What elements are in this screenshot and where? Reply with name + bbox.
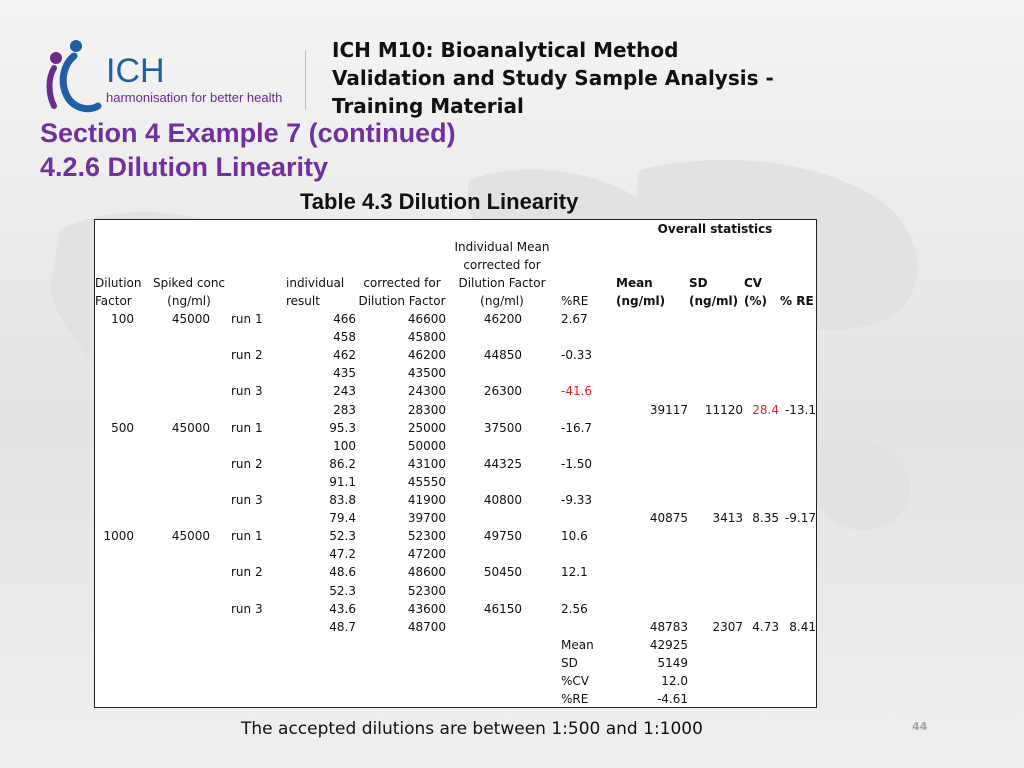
cell-individual-result: 458 (333, 330, 356, 345)
cell-corrected: 46600 (407, 312, 446, 326)
cell-individual-result: 79.4 (329, 511, 356, 526)
cell-run: run 1 (231, 420, 263, 435)
header-corrected: corrected for (363, 276, 441, 290)
cell-corrected: 45550 (407, 474, 446, 489)
cell-individual-mean: 37500 (483, 420, 522, 435)
cell-individual-mean: 49750 (483, 529, 522, 544)
cell-run: run 2 (231, 456, 263, 471)
cell-corrected: 46200 (407, 348, 446, 363)
cell-re: -16.7 (561, 420, 593, 435)
cell-overall-cv: 28.4 (752, 402, 779, 417)
cell-individual-result: 243 (333, 384, 356, 399)
cell-corrected: 48700 (407, 619, 446, 634)
cell-overall-re: -9.17 (784, 511, 816, 526)
cell-overall-sd: 3413 (712, 511, 743, 526)
cell-corrected: 47200 (407, 547, 446, 562)
cell-individual-result: 52.3 (329, 529, 356, 544)
cell-individual-result: 283 (333, 402, 356, 417)
header-individual-mean-line: (ng/ml) (480, 294, 524, 308)
cell-dilution-factor: 1000 (103, 529, 134, 544)
cell-individual-mean: 50450 (483, 565, 522, 580)
cell-individual-result: 462 (333, 348, 356, 363)
summary-value: 42925 (649, 637, 688, 652)
cell-run: run 3 (231, 493, 263, 507)
header-cv: (%) (744, 294, 767, 308)
summary-label: Mean (561, 637, 594, 652)
cell-corrected: 52300 (407, 529, 446, 544)
cell-individual-result: 435 (333, 366, 356, 381)
cell-overall-mean: 39117 (649, 402, 688, 417)
cell-overall-re: 8.41 (789, 619, 816, 634)
cell-spiked-conc: 45000 (171, 312, 210, 326)
cell-individual-result: 466 (333, 312, 356, 326)
summary-value: 5149 (657, 655, 688, 670)
cell-corrected: 41900 (407, 493, 446, 507)
cell-individual-result: 100 (333, 438, 356, 453)
summary-label: %RE (561, 692, 589, 707)
section-title (40, 116, 456, 184)
cell-overall-mean: 40875 (649, 511, 688, 526)
cell-re: 10.6 (561, 529, 588, 544)
cell-re: -0.33 (561, 348, 593, 363)
cell-individual-mean: 46150 (483, 601, 522, 616)
cell-individual-mean: 26300 (483, 384, 522, 399)
header-individual-mean-line: Dilution Factor (458, 276, 546, 290)
cell-overall-cv: 8.35 (752, 511, 779, 526)
header-overall-re: % RE (780, 294, 814, 308)
header-spiked-conc: Spiked conc (152, 276, 226, 290)
table-title: Table 4.3 Dilution Linearity (300, 189, 579, 214)
header-mean: (ng/ml) (616, 294, 666, 308)
cell-corrected: 48600 (407, 565, 446, 580)
header-title-line: Validation and Study Sample Analysis - (332, 66, 774, 90)
cell-individual-result: 91.1 (329, 474, 356, 489)
cell-dilution-factor: 100 (111, 312, 134, 326)
header-mean: Mean (616, 276, 653, 290)
cell-individual-result: 95.3 (329, 420, 356, 435)
header-individual-mean-line: corrected for (463, 258, 541, 272)
cell-individual-mean: 40800 (483, 493, 522, 507)
cell-spiked-conc: 45000 (171, 529, 210, 544)
header-sd: (ng/ml) (689, 294, 739, 308)
summary-label: %CV (561, 674, 589, 688)
cell-corrected: 24300 (407, 384, 446, 399)
header-cv: CV (744, 276, 763, 290)
page-number: 44 (912, 720, 928, 733)
cell-corrected: 43500 (407, 366, 446, 381)
cell-run: run 3 (231, 601, 263, 616)
header-individual-mean-line: Individual Mean (454, 240, 550, 254)
cell-re: 2.67 (561, 312, 588, 326)
cell-overall-sd: 11120 (704, 402, 743, 417)
cell-run: run 1 (231, 312, 263, 326)
logo-divider (305, 50, 306, 110)
ich-logo-text: ICH (106, 52, 165, 90)
cell-individual-mean: 46200 (483, 312, 522, 326)
cell-spiked-conc: 45000 (171, 420, 210, 435)
header-title-line: ICH M10: Bioanalytical Method (332, 38, 679, 62)
cell-individual-result: 48.6 (329, 565, 356, 580)
cell-individual-result: 47.2 (329, 547, 356, 562)
cell-overall-re: -13.1 (784, 402, 816, 417)
cell-run: run 3 (231, 384, 263, 399)
ich-logo-tagline: harmonisation for better health (106, 90, 283, 105)
header-sd: SD (689, 276, 708, 290)
summary-value: -4.61 (656, 692, 688, 707)
cell-individual-result: 43.6 (329, 601, 356, 616)
cell-corrected: 43100 (407, 456, 446, 471)
header-spiked-conc: (ng/ml) (167, 294, 211, 308)
cell-dilution-factor: 500 (111, 420, 134, 435)
header-corrected: Dilution Factor (358, 294, 446, 308)
cell-corrected: 25000 (407, 420, 446, 435)
cell-re: -41.6 (561, 384, 593, 399)
cell-individual-result: 52.3 (329, 583, 356, 598)
cell-individual-result: 86.2 (329, 456, 356, 471)
header-dilution-factor: Dilution (95, 276, 142, 290)
cell-run: run 1 (231, 529, 263, 544)
cell-re: -9.33 (561, 493, 593, 507)
cell-corrected: 43600 (407, 601, 446, 616)
cell-corrected: 52300 (407, 583, 446, 598)
cell-overall-mean: 48783 (649, 619, 688, 634)
cell-run: run 2 (231, 348, 263, 363)
header-dilution-factor: Factor (95, 294, 132, 308)
cell-corrected: 50000 (407, 438, 446, 453)
cell-individual-mean: 44850 (483, 348, 522, 363)
cell-individual-result: 83.8 (329, 493, 356, 507)
cell-individual-result: 48.7 (329, 619, 356, 634)
header-re: %RE (561, 294, 589, 308)
header-individual-result: individual (286, 276, 345, 290)
cell-overall-sd: 2307 (712, 619, 743, 634)
summary-label: SD (561, 655, 578, 670)
ich-logo (40, 38, 310, 116)
footer-note: The accepted dilutions are between 1:500 and 1:1000 (241, 719, 703, 739)
header-title-line: Training Material (332, 94, 524, 118)
cell-re: -1.50 (561, 456, 593, 471)
cell-overall-cv: 4.73 (752, 619, 779, 634)
cell-re: 12.1 (561, 565, 588, 580)
cell-corrected: 28300 (407, 402, 446, 417)
section-title-line2: 4.2.6 Dilution Linearity (40, 152, 329, 182)
cell-run: run 2 (231, 565, 263, 580)
cell-corrected: 39700 (407, 511, 446, 526)
header-overall-statistics: Overall statistics (657, 222, 773, 236)
cell-re: 2.56 (561, 601, 588, 616)
header-individual-result: result (286, 294, 320, 308)
summary-value: 12.0 (661, 674, 688, 688)
cell-individual-mean: 44325 (483, 456, 522, 471)
cell-corrected: 45800 (407, 330, 446, 345)
header-title (332, 36, 812, 120)
section-title-line1: Section 4 Example 7 (continued) (40, 118, 456, 148)
